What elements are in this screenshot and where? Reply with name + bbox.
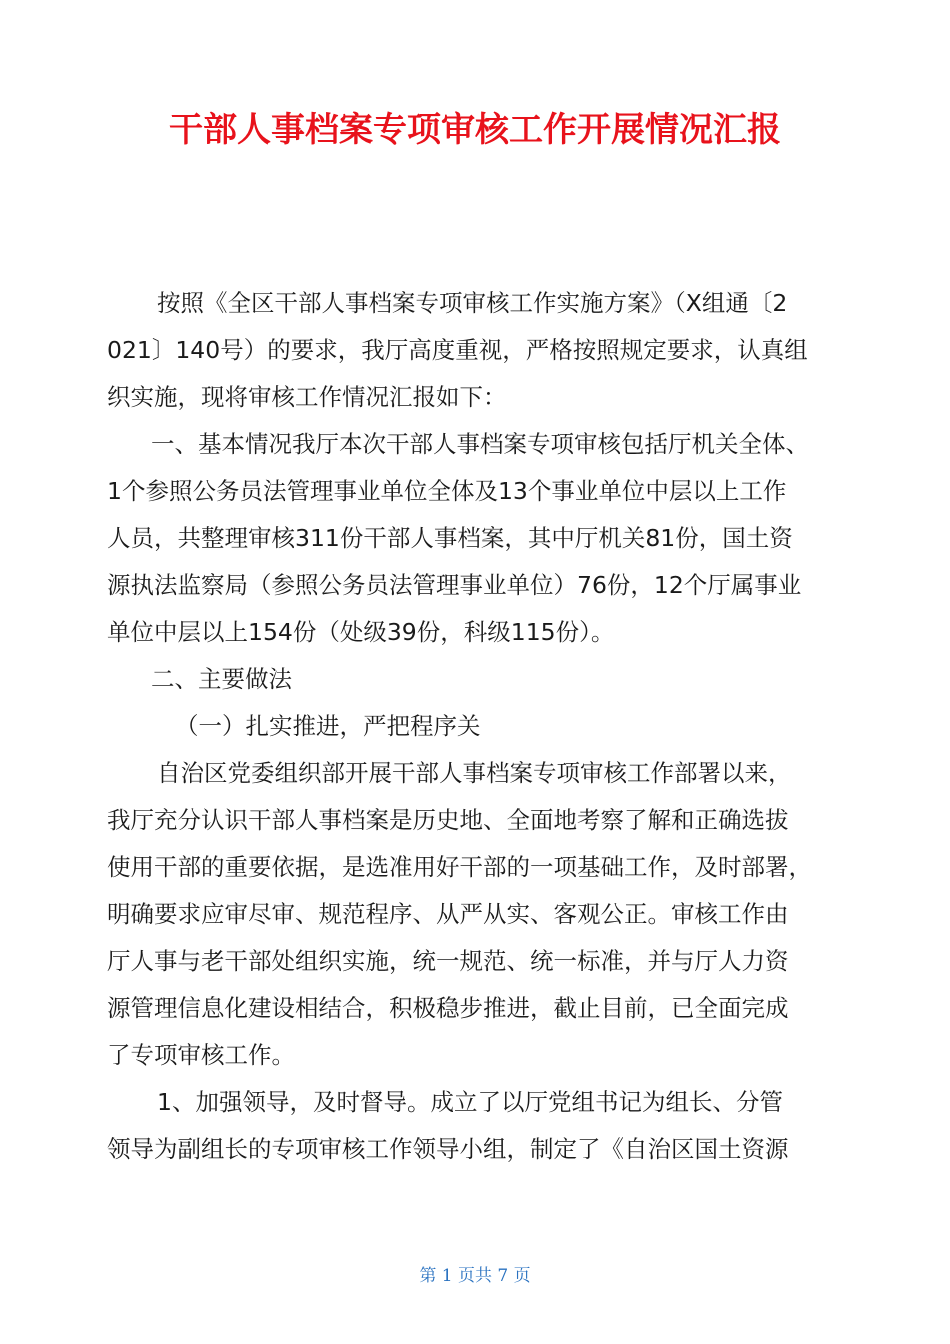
paragraph-line: 织实施，现将审核工作情况汇报如下： (107, 383, 507, 411)
paragraph-line: 明确要求应审尽审、规范程序、从严从实、客观公正。审核工作由 (107, 900, 789, 928)
paragraph-line: 单位中层以上154份（处级39份，科级115份）。 (107, 618, 615, 646)
paragraph-line: 一、基本情况我厅本次干部人事档案专项审核包括厅机关全体、 (151, 430, 809, 458)
paragraph-line: 人员，共整理审核311份干部人事档案，其中厅机关81份，国土资 (107, 524, 793, 552)
section-heading: 二、主要做法 (151, 665, 292, 693)
paragraph-line: 源管理信息化建设相结合，积极稳步推进，截止目前，已全面完成 (107, 994, 789, 1022)
subsection-heading: （一）扎实推进，严把程序关 (175, 712, 481, 740)
paragraph-line: 了专项审核工作。 (107, 1041, 295, 1069)
document-body (107, 280, 833, 1173)
paragraph-line: 我厅充分认识干部人事档案是历史地、全面地考察了解和正确选拔 (107, 806, 789, 834)
paragraph-line: 领导为副组长的专项审核工作领导小组，制定了《自治区国土资源 (107, 1135, 789, 1163)
paragraph-line: 自治区党委组织部开展干部人事档案专项审核工作部署以来， (157, 759, 792, 787)
paragraph-line: 1个参照公务员法管理事业单位全体及13个事业单位中层以上工作 (107, 477, 787, 505)
paragraph-line: 源执法监察局（参照公务员法管理事业单位）76份，12个厅属事业 (107, 571, 802, 599)
paragraph-line: 按照《全区干部人事档案专项审核工作实施方案》（X组通〔2 (157, 289, 788, 317)
document-title: 干部人事档案专项审核工作开展情况汇报 (169, 110, 781, 150)
paragraph-line: 厅人事与老干部处组织实施，统一规范、统一标准，并与厅人力资 (107, 947, 789, 975)
paragraph-line: 1、加强领导，及时督导。成立了以厅党组书记为组长、分管 (157, 1088, 783, 1116)
paragraph-line: 使用干部的重要依据，是选准用好干部的一项基础工作，及时部署， (107, 853, 812, 881)
paragraph-line: 021〕140号）的要求，我厅高度重视，严格按照规定要求，认真组 (107, 336, 808, 364)
page-number-footer: 第 1 页共 7 页 (419, 1266, 531, 1286)
